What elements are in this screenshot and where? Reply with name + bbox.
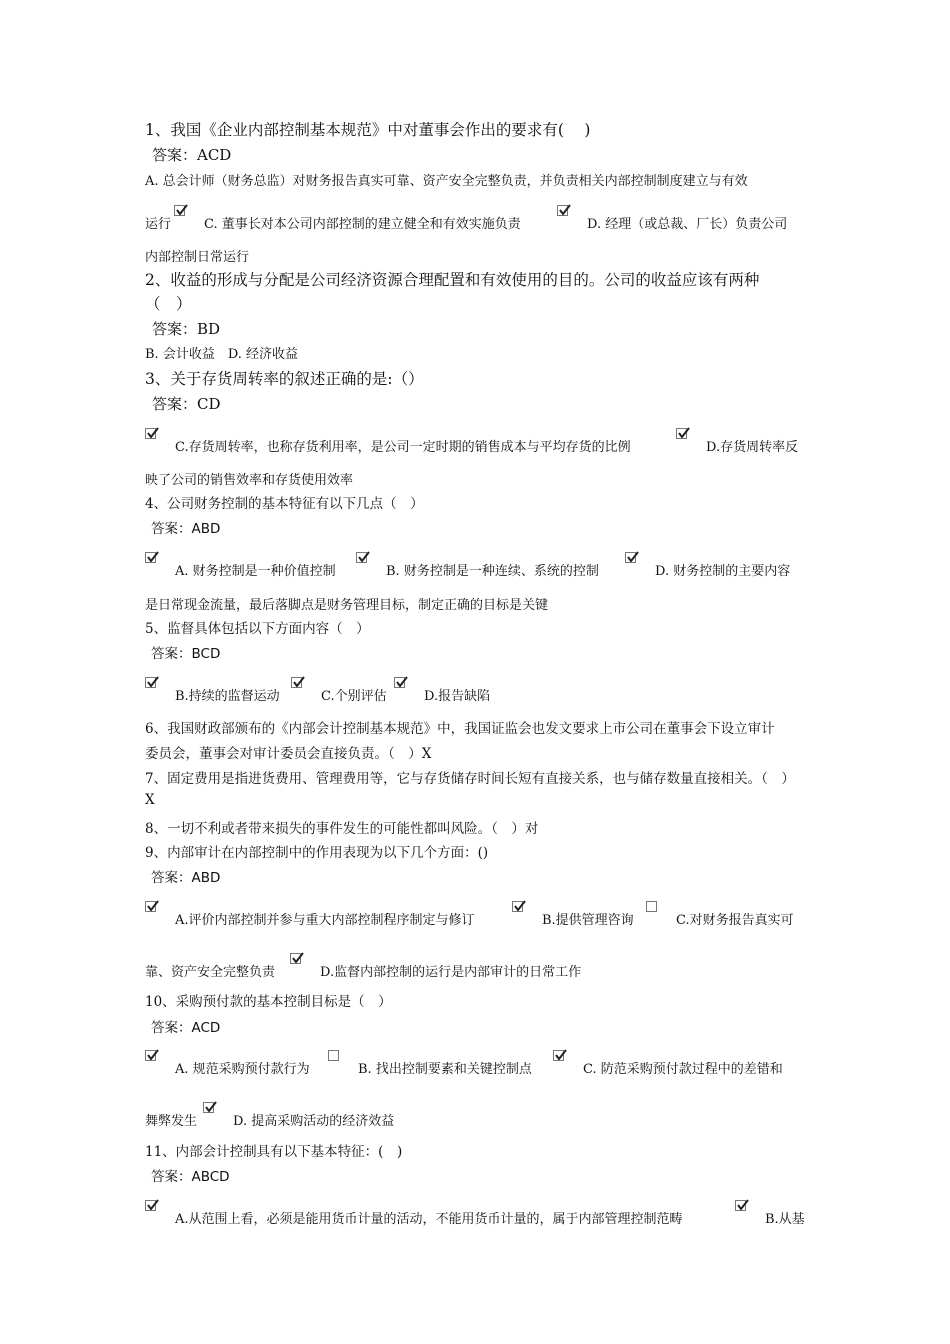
question-9-stem: 9、内部审计在内部控制中的作用表现为以下几个方面：() xyxy=(145,845,489,861)
checkbox-checked[interactable] xyxy=(174,205,185,216)
question-3-option-c: C.存货周转率，也称存货利用率，是公司一定时期的销售成本与平均存货的比例 xyxy=(175,440,631,455)
question-5-option-d: D.报告缺陷 xyxy=(424,689,491,704)
question-3-option-d-cont: 映了公司的销售效率和存货使用效率 xyxy=(145,473,354,488)
checkbox-checked[interactable] xyxy=(145,428,156,439)
question-4-stem: 4、公司财务控制的基本特征有以下几点（ ） xyxy=(145,496,424,512)
question-9-option-a: A.评价内部控制并参与重大内部控制程序制定与修订 xyxy=(175,913,475,928)
question-1-option-a-cont: 运行 xyxy=(145,217,172,232)
checkbox-checked[interactable] xyxy=(290,953,301,964)
question-2-options: B. 会计收益 D. 经济收益 xyxy=(145,347,299,362)
question-9-option-c-cont: 靠、资产安全完整负责 xyxy=(145,965,276,980)
question-5-stem: 5、监督具体包括以下方面内容（ ） xyxy=(145,621,370,637)
question-4-option-a: A. 财务控制是一种价值控制 xyxy=(175,564,336,579)
checkbox-checked[interactable] xyxy=(145,552,156,563)
question-3-option-d: D.存货周转率反 xyxy=(706,440,799,455)
question-5-option-c: C.个别评估 xyxy=(321,689,387,704)
question-9-option-c: C.对财务报告真实可 xyxy=(676,913,794,928)
question-10-option-b: B. 找出控制要素和关键控制点 xyxy=(358,1062,532,1077)
question-3-stem: 3、关于存货周转率的叙述正确的是:（） xyxy=(145,370,424,388)
checkbox-checked[interactable] xyxy=(145,1200,156,1211)
question-8-stem: 8、一切不利或者带来损失的事件发生的可能性都叫风险。（ ）对 xyxy=(145,821,539,837)
checkbox-checked[interactable] xyxy=(557,205,568,216)
question-5-option-b: B.持续的监督运动 xyxy=(175,689,280,704)
checkbox-checked[interactable] xyxy=(735,1200,746,1211)
question-10-option-c-cont: 舞弊发生 xyxy=(145,1114,198,1129)
question-9-answer: 答案：ABD xyxy=(151,870,221,886)
checkbox-checked[interactable] xyxy=(553,1050,564,1061)
question-11-stem: 11、内部会计控制具有以下基本特征：( ) xyxy=(145,1144,403,1160)
question-7-stem: 7、固定费用是指进货费用、管理费用等，它与存货储存时间长短有直接关系，也与储存数量直接相关。（ ） xyxy=(145,771,795,787)
question-10-option-c: C. 防范采购预付款过程中的差错和 xyxy=(583,1062,783,1077)
question-1-option-c: C. 董事长对本公司内部控制的建立健全和有效实施负责 xyxy=(204,217,521,232)
question-1-answer: 答案：ACD xyxy=(152,146,232,164)
question-1-stem: 1、我国《企业内部控制基本规范》中对董事会作出的要求有( ) xyxy=(145,121,591,139)
question-11-option-a: A.从范围上看，必须是能用货币计量的活动，不能用货币计量的，属于内部管理控制范畴 xyxy=(175,1212,683,1227)
checkbox-checked[interactable] xyxy=(145,1050,156,1061)
question-10-option-a: A. 规范采购预付款行为 xyxy=(175,1062,310,1077)
question-10-option-d: D. 提高采购活动的经济效益 xyxy=(233,1114,395,1129)
question-1-option-d-cont: 内部控制日常运行 xyxy=(145,250,250,265)
question-3-answer: 答案：CD xyxy=(152,395,221,413)
question-1-option-d: D. 经理（或总裁、厂长）负责公司 xyxy=(587,217,788,232)
checkbox-checked[interactable] xyxy=(356,552,367,563)
checkbox-checked[interactable] xyxy=(203,1102,214,1113)
question-9-option-d: D.监督内部控制的运行是内部审计的日常工作 xyxy=(320,965,582,980)
question-4-option-b: B. 财务控制是一种连续、系统的控制 xyxy=(386,564,599,579)
question-5-answer: 答案：BCD xyxy=(151,646,221,662)
question-4-option-d-cont: 是日常现金流量，最后落脚点是财务管理目标，制定正确的目标是关键 xyxy=(145,598,549,613)
question-10-answer: 答案：ACD xyxy=(151,1020,221,1036)
checkbox-checked[interactable] xyxy=(291,677,302,688)
question-10-stem: 10、采购预付款的基本控制目标是（ ） xyxy=(145,994,392,1010)
checkbox-checked[interactable] xyxy=(145,677,156,688)
question-4-answer: 答案：ABD xyxy=(151,521,221,537)
question-7-stem-cont: X xyxy=(145,792,155,808)
question-2-answer: 答案：BD xyxy=(152,320,221,338)
question-6-stem-cont: 委员会，董事会对审计委员会直接负责。（ ）X xyxy=(145,746,432,762)
question-9-option-b: B.提供管理咨询 xyxy=(542,913,634,928)
checkbox-checked[interactable] xyxy=(676,428,687,439)
question-2-stem: 2、收益的形成与分配是公司经济资源合理配置和有效使用的目的。公司的收益应该有两种 xyxy=(145,271,760,289)
checkbox-checked[interactable] xyxy=(625,552,636,563)
checkbox-checked[interactable] xyxy=(394,677,405,688)
question-2-stem-cont: （ ） xyxy=(145,295,192,313)
checkbox-checked[interactable] xyxy=(512,901,523,912)
question-11-answer: 答案：ABCD xyxy=(151,1169,230,1185)
checkbox-unchecked[interactable] xyxy=(328,1050,339,1061)
question-1-option-a: A. 总会计师（财务总监）对财务报告真实可靠、资产安全完整负责，并负责相关内部控制制度建立与有效 xyxy=(145,174,748,189)
checkbox-unchecked[interactable] xyxy=(646,901,657,912)
question-6-stem: 6、我国财政部颁布的《内部会计控制基本规范》中，我国证监会也发文要求上市公司在董事会下设立审计 xyxy=(145,721,775,737)
question-11-option-b: B.从基 xyxy=(765,1212,805,1227)
checkbox-checked[interactable] xyxy=(145,901,156,912)
question-4-option-d: D. 财务控制的主要内容 xyxy=(655,564,791,579)
